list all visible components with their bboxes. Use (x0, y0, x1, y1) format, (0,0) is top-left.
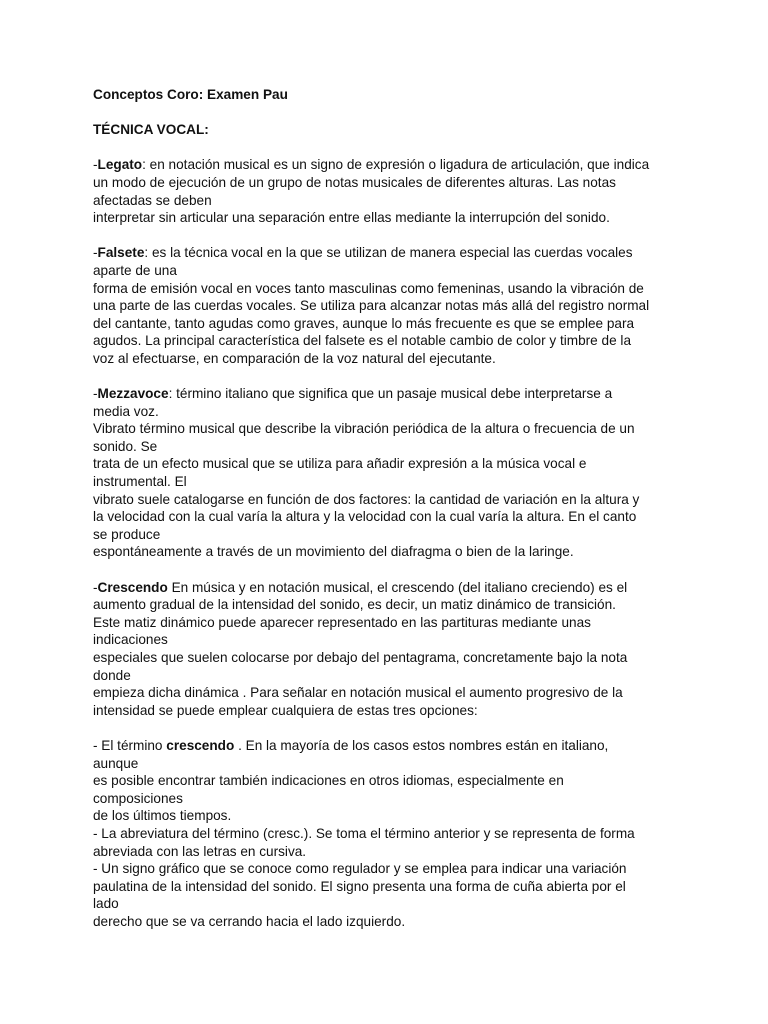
falsete-line: del cantante, tanto agudas como graves, aunque lo más frecuente es que se emplee para (93, 315, 635, 331)
section-heading: TÉCNICA VOCAL: (93, 122, 209, 138)
mezzavoce-prefix: - (93, 386, 98, 402)
crescendo-line: indicaciones (93, 632, 168, 648)
option-line: es posible encontrar también indicaciones en otros idiomas, especialmente en (93, 773, 564, 789)
crescendo-line: especiales que suelen colocarse por debajo del pentagrama, concretamente bajo la nota (93, 650, 628, 665)
option-prefix: - El término (93, 737, 167, 753)
crescendo-prefix: - (93, 579, 98, 595)
legato-line: afectadas se deben (93, 192, 212, 208)
option-line: lado (93, 896, 119, 912)
falsete-paragraph-line (93, 244, 679, 262)
falsete-prefix: - (93, 245, 98, 261)
crescendo-term: Crescendo (97, 579, 168, 595)
option-term: crescendo (166, 737, 235, 753)
crescendo-line: donde (93, 667, 131, 683)
mezzavoce-line: Vibrato término musical que describe la vibración periódica de la altura o frecuencia de un (93, 421, 635, 437)
crescendo-line: intensidad se puede emplear cualquiera de estas tres opciones: (93, 702, 478, 718)
mezzavoce-term: Mezzavoce (97, 386, 169, 402)
crescendo-paragraph-line (93, 579, 679, 597)
option-line: de los últimos tiempos. (93, 808, 232, 824)
falsete-line: una parte de las cuerdas vocales. Se utiliza para alcanzar notas más allá del registro normal (93, 298, 650, 314)
falsete-text: : es la técnica vocal en la que se utilizan de manera especial las cuerdas vocales (144, 245, 633, 261)
option-line: abreviada con las letras en cursiva. (93, 843, 307, 859)
legato-prefix: - (93, 157, 98, 173)
falsete-term: Falsete (97, 245, 145, 261)
mezzavoce-line: la velocidad con la cual varía la altura y la velocidad con la cual varía la altura. En el canto (93, 509, 637, 525)
crescendo-text: En música y en notación musical, el crescendo (del italiano creciendo) es el (167, 579, 628, 595)
falsete-line: agudos. La principal característica del falsete es el notable cambio de color y timbre de la (93, 333, 632, 349)
legato-term: Legato (97, 157, 143, 173)
option-line: aunque (93, 755, 139, 771)
option-abbreviation-line: - La abreviatura del término (cresc.). Se toma el término anterior y se representa de forma (93, 825, 635, 841)
option-text: . En la mayoría de los casos estos nombres están en italiano, (234, 737, 609, 753)
option-graphic-sign-line: - Un signo gráfico que se conoce como regulador y se emplea para indicar una variación (93, 861, 627, 877)
mezzavoce-text: : término italiano que significa que un pasaje musical debe interpretarse a (168, 386, 613, 402)
falsete-line: voz al efectuarse, en comparación de la voz natural del ejecutante. (93, 350, 496, 366)
mezzavoce-paragraph-line (93, 385, 679, 403)
falsete-line: aparte de una (93, 262, 177, 278)
mezzavoce-line: vibrato suele catalogarse en función de dos factores: la cantidad de variación en la altura y (93, 491, 640, 507)
crescendo-line: Este matiz dinámico puede aparecer representado en las partituras mediante unas (93, 614, 591, 630)
document-page (93, 86, 679, 931)
option-line: derecho que se va cerrando hacia el lado izquierdo. (93, 913, 406, 929)
legato-line: interpretar sin articular una separación entre ellas mediante la interrupción del sonido. (93, 210, 610, 226)
falsete-line: forma de emisión vocal en voces tanto masculinas como femeninas, usando la vibración de (93, 280, 644, 296)
mezzavoce-line: trata de un efecto musical que se utiliza para añadir expresión a la música vocal e (93, 456, 587, 472)
mezzavoce-line: espontáneamente a través de un movimiento del diafragma o bien de la laringe. (93, 544, 574, 560)
option-crescendo-term-line (93, 737, 679, 755)
option-line: composiciones (93, 790, 183, 806)
mezzavoce-line: media voz. (93, 403, 159, 419)
option-line: paulatina de la intensidad del sonido. El signo presenta una forma de cuña abierta por el (93, 878, 626, 894)
mezzavoce-line: se produce (93, 526, 161, 542)
legato-line: un modo de ejecución de un grupo de notas musicales de diferentes alturas. Las notas (93, 174, 616, 190)
crescendo-line: aumento gradual de la intensidad del sonido, es decir, un matiz dinámico de transición. (93, 597, 616, 613)
legato-paragraph-line (93, 156, 679, 174)
mezzavoce-line: sonido. Se (93, 438, 158, 454)
crescendo-line: empieza dicha dinámica . Para señalar en notación musical el aumento progresivo de la (93, 685, 623, 701)
legato-text: : en notación musical es un signo de expresión o ligadura de articulación, que indica (142, 157, 650, 173)
mezzavoce-line: instrumental. El (93, 474, 187, 490)
document-title: Conceptos Coro: Examen Pau (93, 87, 288, 102)
